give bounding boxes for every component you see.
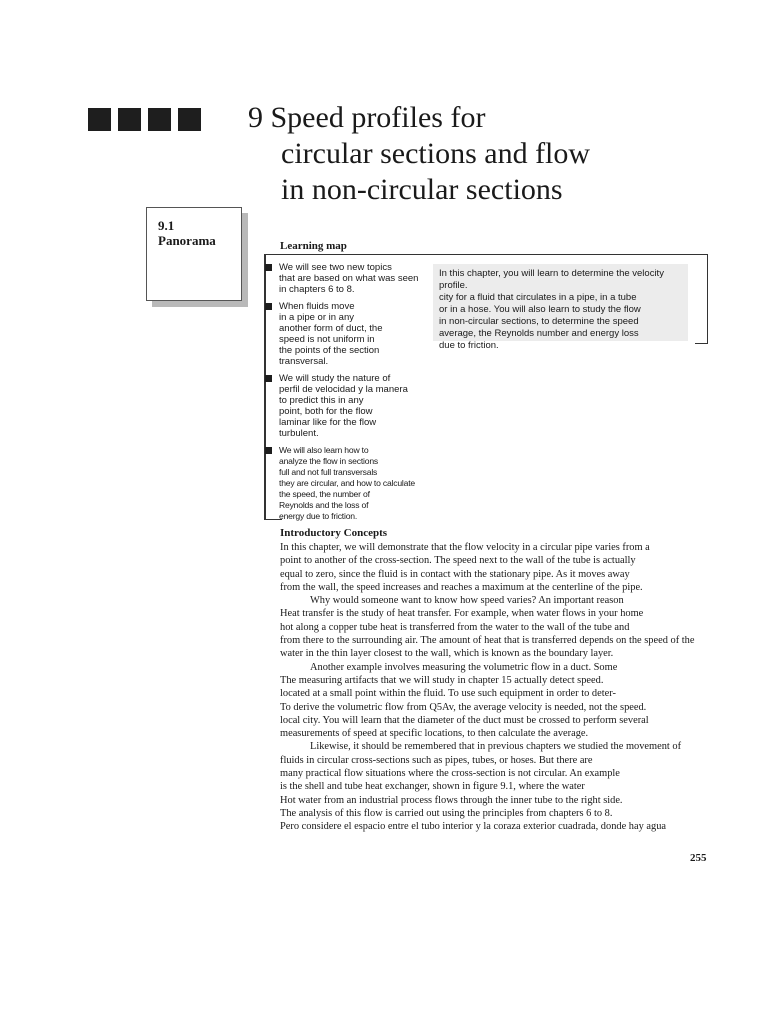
- body-line: Heat transfer is the study of heat transfer. For example, when water flows in your home: [280, 608, 644, 620]
- bullet-line: transversal.: [279, 356, 329, 367]
- body-line: local city. You will learn that the diameter of the duct must be crossed to perform several: [280, 714, 649, 726]
- bullet-line: the speed, the number of: [279, 489, 370, 499]
- section-number: 9.1: [158, 218, 175, 233]
- marker-block: [88, 108, 111, 131]
- body-line: The analysis of this flow is carried out using the principles from chapters 6 to 8.: [280, 807, 613, 819]
- bullet-line: energy due to friction.: [279, 511, 358, 521]
- body-line: many practical flow situations where the cross-section is not circular. An example: [280, 768, 620, 780]
- bullet-line: We will study the nature of: [279, 373, 391, 384]
- body-line: Hot water from an industrial process flows through the inner tube to the right side.: [280, 794, 623, 806]
- bullet-line: another form of duct, the: [279, 323, 383, 334]
- bullet-line: that are based on what was seen: [279, 273, 419, 284]
- marker-block: [178, 108, 201, 131]
- bullet-line: speed is not uniform in: [279, 334, 375, 345]
- bullet-line: We will also learn how to: [279, 445, 369, 455]
- bullet-line: Reynolds and the loss of: [279, 500, 369, 510]
- section-heading: [158, 218, 216, 248]
- body-line: To derive the volumetric flow from Q5Av, the average velocity is needed, not the speed.: [280, 701, 647, 713]
- body-line: measurements of speed at specific locations, to then calculate the average.: [280, 728, 589, 740]
- body-line: from there to the surrounding air. The amount of heat that is transferred depends on the speed of the: [280, 635, 695, 647]
- learning-map-right-tick: [695, 343, 708, 344]
- bullet-line: to predict this in any: [279, 395, 364, 406]
- learning-map-top-rule: [264, 254, 708, 255]
- section-name: Panorama: [158, 233, 216, 248]
- summary-line: due to friction.: [439, 340, 499, 351]
- chapter-title-line: circular sections and flow: [281, 137, 591, 170]
- bullet-line: in chapters 6 to 8.: [279, 284, 355, 295]
- bullet-line: in a pipe or in any: [279, 312, 354, 323]
- learning-map-list: [265, 262, 445, 528]
- body-line: Pero considere el espacio entre el tubo interior y la coraza exterior cuadrada, donde hay agua: [280, 821, 667, 833]
- body-line: equal to zero, since the fluid is in contact with the stationary pipe. As it moves away: [280, 568, 630, 580]
- bullet-line: perfil de velocidad y la manera: [279, 384, 408, 395]
- introductory-heading: Introductory Concepts: [280, 527, 388, 539]
- bullet-line: We will see two new topics: [279, 262, 392, 273]
- body-line: is the shell and tube heat exchanger, shown in figure 9.1, where the water: [280, 781, 585, 793]
- summary-line: in non-circular sections, to determine the speed: [439, 316, 639, 327]
- list-item: [265, 262, 445, 295]
- body-line: hot along a copper tube heat is transferred from the water to the wall of the tube and: [280, 621, 630, 633]
- body-line: fluids in circular cross-sections such as pipes, tubes, or hoses. But there are: [280, 754, 593, 766]
- learning-map-summary: [433, 264, 688, 351]
- bullet-line: analyze the flow in sections: [279, 456, 379, 466]
- body-line: The measuring artifacts that we will study in chapter 15 actually detect speed.: [280, 674, 604, 686]
- list-item: [265, 301, 445, 367]
- body-line: water in the thin layer closest to the wall, which is known as the boundary layer.: [280, 648, 614, 660]
- body-line: In this chapter, we will demonstrate that the flow velocity in a circular pipe varies from a: [280, 542, 650, 553]
- list-item: [265, 445, 445, 522]
- chapter-title: [248, 100, 590, 208]
- chapter-marker-blocks: [88, 108, 201, 131]
- introductory-body: [280, 541, 726, 834]
- bullet-line: laminar like for the flow: [279, 417, 377, 428]
- bullet-line: they are circular, and how to calculate: [279, 478, 415, 488]
- body-line: located at a small point within the fluid. To use such equipment in order to deter-: [280, 688, 616, 700]
- bullet-line: When fluids move: [279, 301, 355, 312]
- chapter-title-line: 9 Speed profiles for: [248, 101, 486, 134]
- page-number: 255: [690, 852, 707, 864]
- body-line: point to another of the cross-section. The speed next to the wall of the tube is actually: [280, 555, 636, 567]
- summary-line: average, the Reynolds number and energy loss: [439, 328, 639, 339]
- summary-line: city for a fluid that circulates in a pipe, in a tube: [439, 292, 637, 303]
- body-line: Likewise, it should be remembered that in previous chapters we studied the movement of: [310, 741, 682, 753]
- marker-block: [148, 108, 171, 131]
- body-line: Another example involves measuring the volumetric flow in a duct. Some: [310, 661, 618, 673]
- chapter-title-line: in non-circular sections: [281, 173, 563, 206]
- bullet-line: full and not full transversals: [279, 467, 378, 477]
- learning-map-right-rule: [707, 254, 708, 344]
- body-line: from the wall, the speed increases and reaches a maximum at the centerline of the pipe.: [280, 581, 643, 593]
- list-item: [265, 373, 445, 439]
- learning-map-title: Learning map: [280, 240, 347, 252]
- section-box: [146, 207, 242, 301]
- body-line: Why would someone want to know how speed varies? An important reason: [310, 595, 624, 607]
- summary-line: or in a hose. You will also learn to study the flow: [439, 304, 641, 315]
- bullet-line: the points of the section: [279, 345, 380, 356]
- marker-block: [118, 108, 141, 131]
- summary-line: In this chapter, you will learn to determine the velocity profile.: [439, 268, 664, 291]
- bullet-line: point, both for the flow: [279, 406, 373, 417]
- bullet-line: turbulent.: [279, 428, 319, 439]
